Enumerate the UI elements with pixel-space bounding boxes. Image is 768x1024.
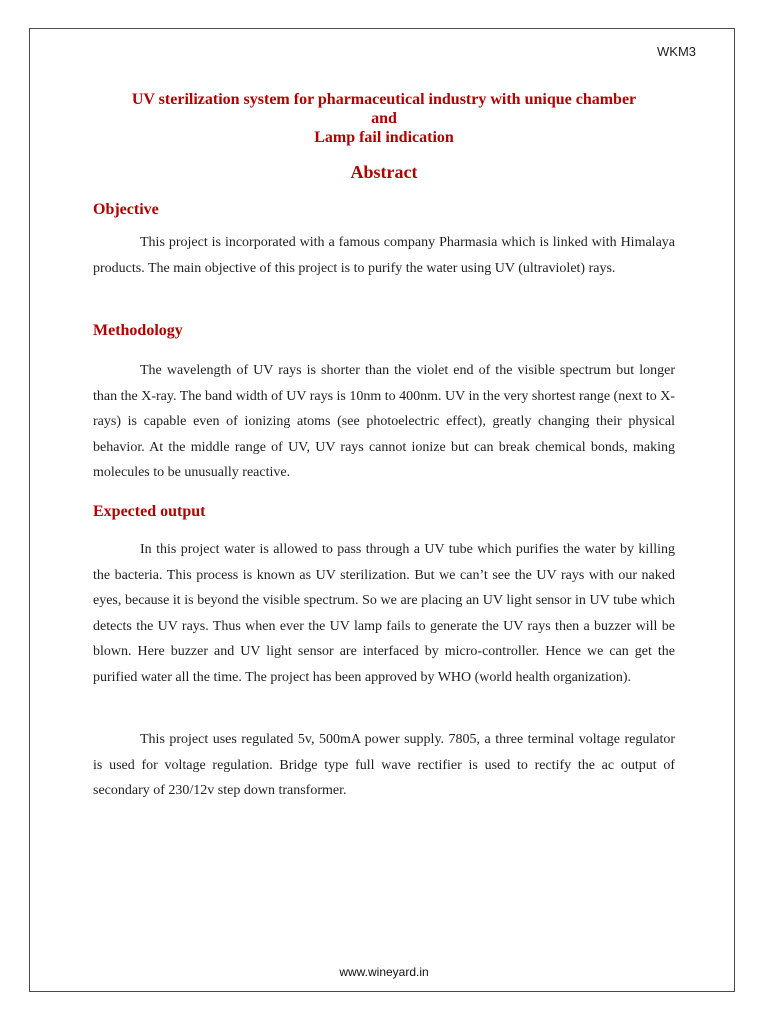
methodology-heading: Methodology [93, 322, 183, 339]
expected-output-paragraph-2: This project uses regulated 5v, 500mA power supply. 7805, a three terminal voltage regulator is used for voltage regulation. Bridge type full wave rectifier is used to rectify the ac output of secondary of 230/12v step down transformer. [93, 732, 675, 798]
expected-output-heading: Expected output [93, 503, 206, 520]
title-line-1: UV sterilization system for pharmaceutical industry with unique chamber [131, 91, 637, 108]
expected-output-paragraph-1: In this project water is allowed to pass through a UV tube which purifies the water by killing the bacteria. This process is known as UV sterilization. But we can’t see the UV rays with our naked eyes, because it is beyond the visible spectrum. So we are placing an UV light sensor in UV tube which detects the UV rays. Thus when ever the UV lamp fails to generate the UV rays then a buzzer will be blown. Here buzzer and UV light sensor are interfaced by micro-controller. Hence we can get the purified water all the time. The project has been approved by WHO (world health organization). [93, 542, 675, 685]
objective-paragraph: This project is incorporated with a famous company Pharmasia which is linked with Himalaya products. The main objective of this project is to purify the water using UV (ultraviolet) rays. [93, 235, 675, 276]
title-line-3: Lamp fail indication [314, 129, 454, 146]
document-title [60, 90, 708, 147]
abstract-heading: Abstract [350, 162, 418, 182]
title-line-2: and [371, 110, 397, 127]
footer-url: www.wineyard.in [339, 965, 429, 979]
objective-heading: Objective [93, 201, 159, 218]
document-code: WKM3 [657, 44, 696, 59]
methodology-paragraph: The wavelength of UV rays is shorter than the violet end of the visible spectrum but longer than the X-ray. The band width of UV rays is 10nm to 400nm. UV in the very shortest range (next to X-rays) is capable even of ionizing atoms (see photoelectric effect), greatly changing their physical behavior. At the middle range of UV, UV rays cannot ionize but can break chemical bonds, making molecules to be unusually reactive. [93, 363, 675, 480]
